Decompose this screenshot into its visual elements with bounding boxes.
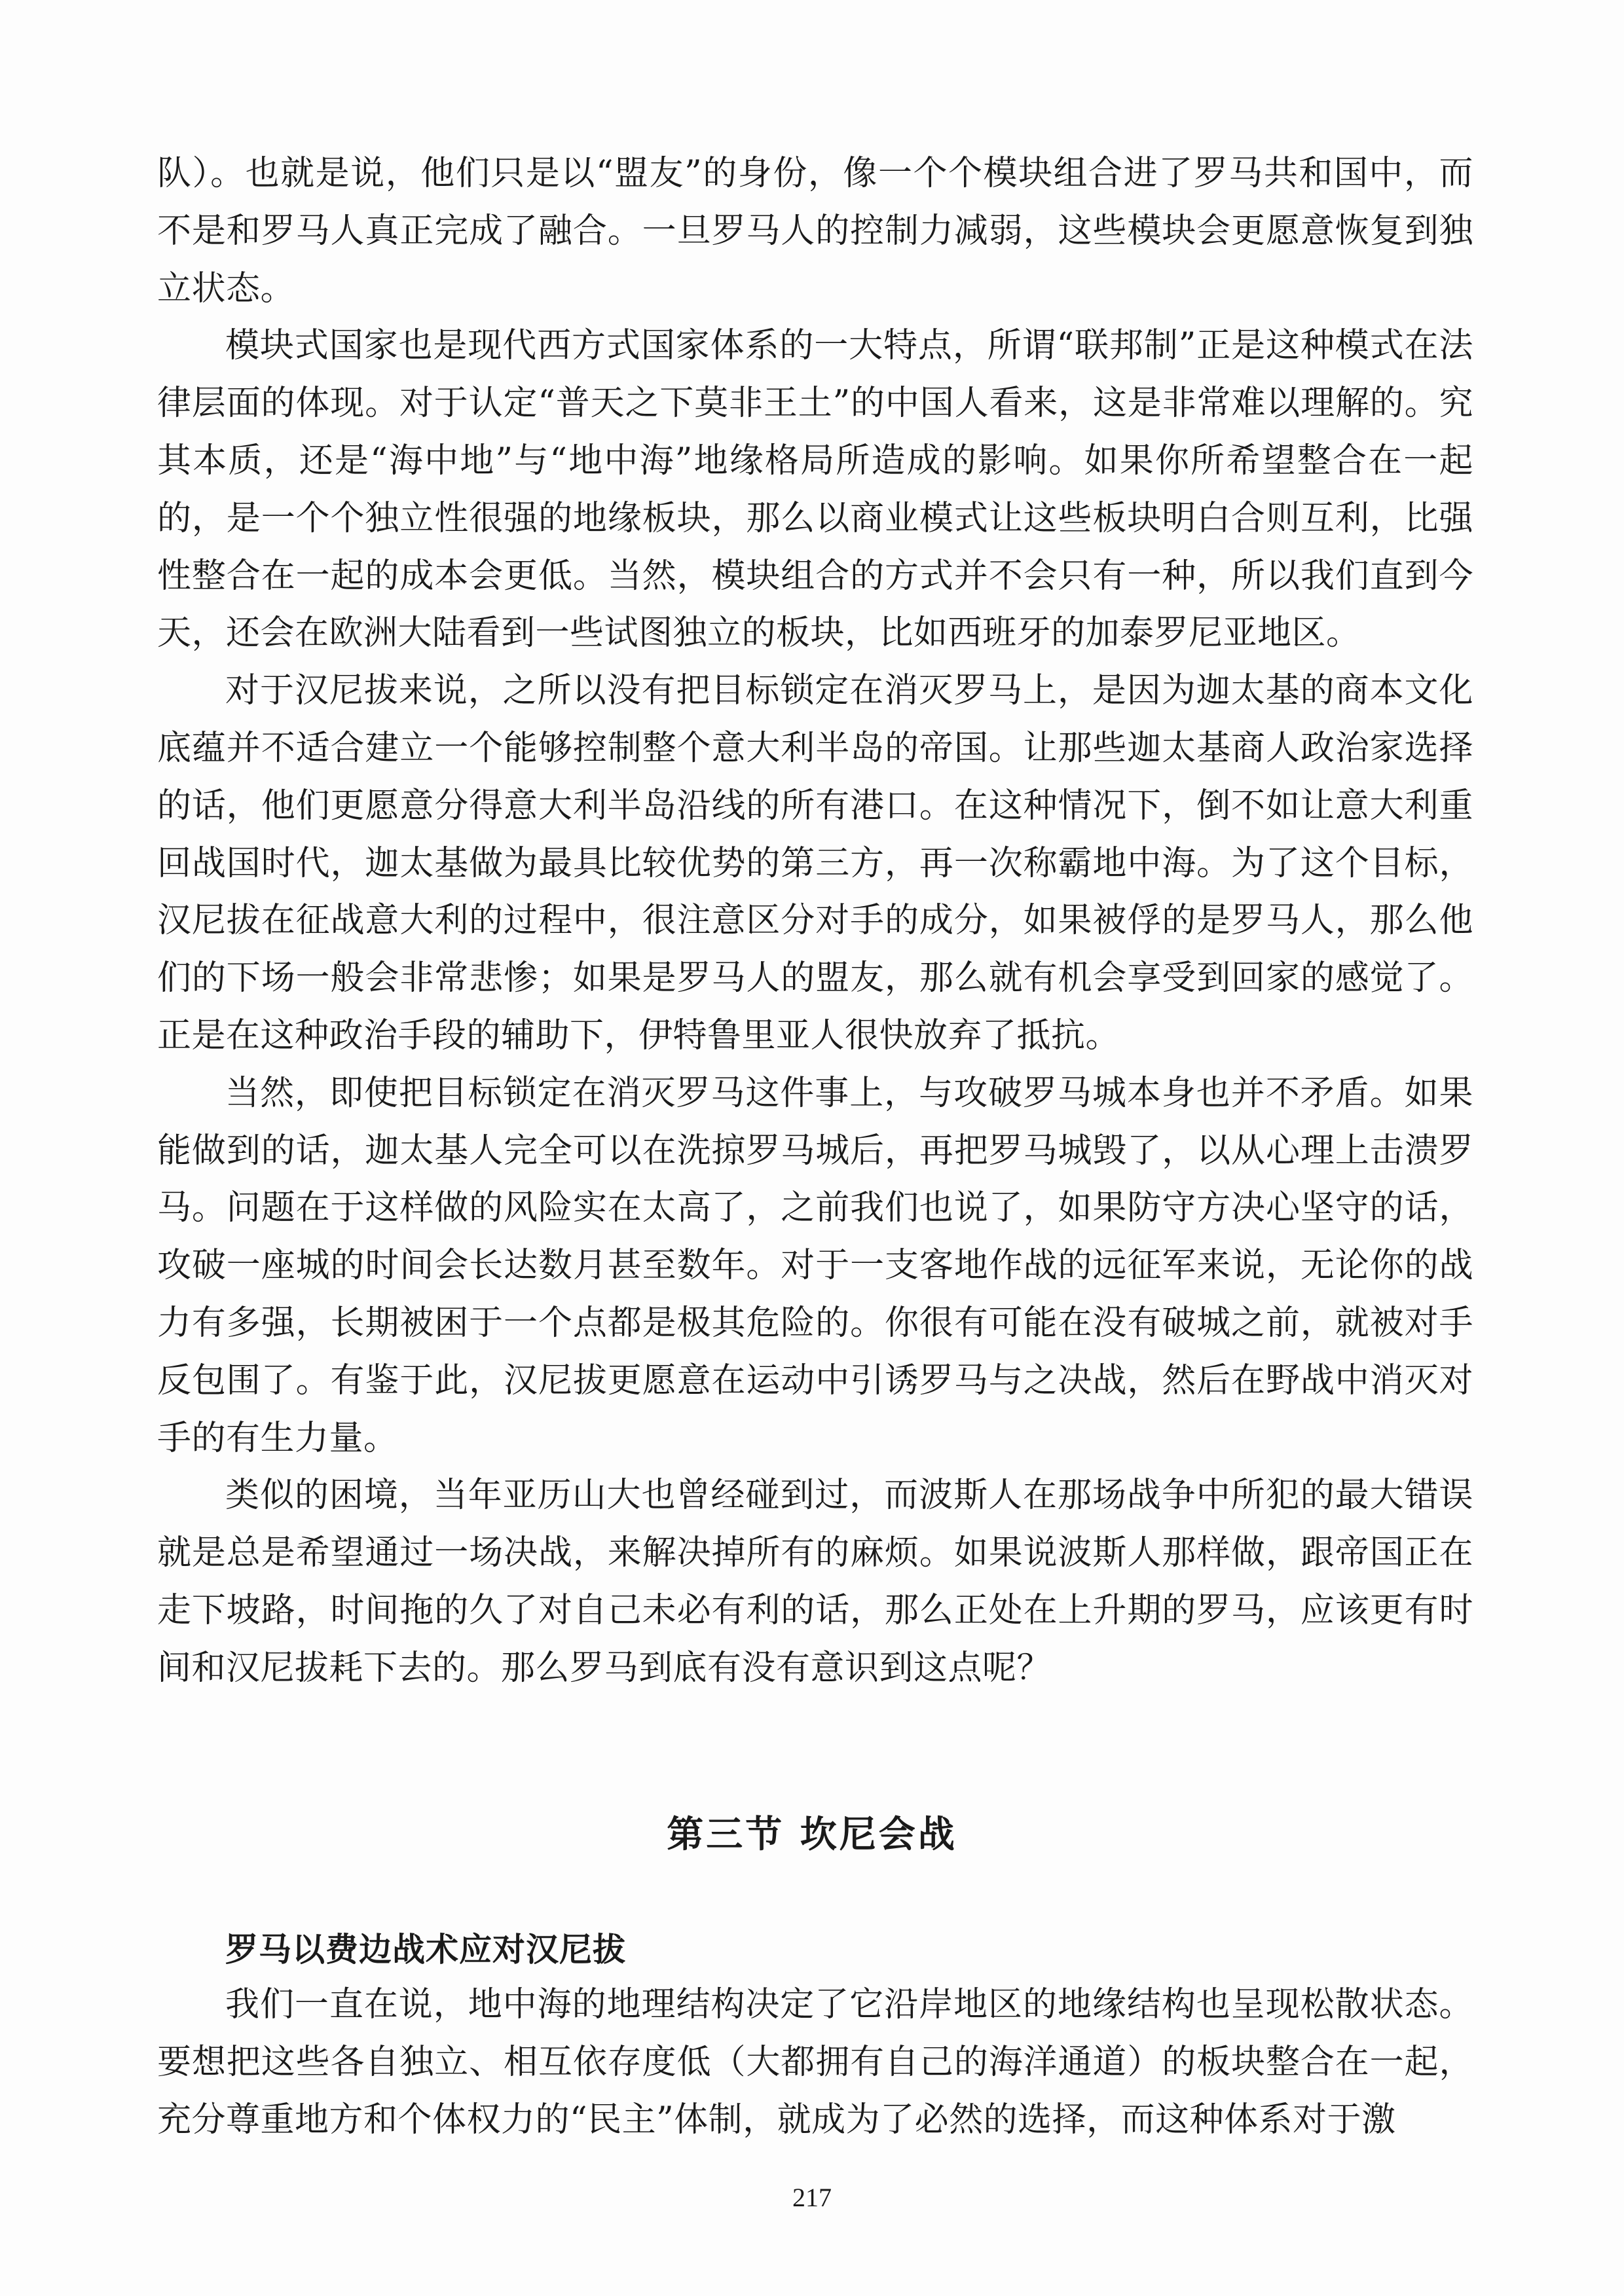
subsection-title: 罗马以费边战术应对汉尼拔 xyxy=(225,1931,626,1969)
body-text-top xyxy=(157,145,1473,1698)
paragraph-1: 队）。也就是说，他们只是以“盟友”的身份，像一个个模块组合进了罗马共和国中，而不是和罗马人真正完成了融合。一旦罗马人的控制力减弱，这些模块会更愿意恢复到独立状态。 xyxy=(157,154,1473,308)
paragraph-3: 对于汉尼拔来说，之所以没有把目标锁定在消灭罗马上，是因为迦太基的商本文化底蕴并不适合建立一个能够控制整个意大利半岛的帝国。让那些迦太基商人政治家选择的话，他们更愿意分得意大利半岛沿线的所有港口。在这种情况下，倒不如让意大利重回战国时代，迦太基做为最具比较优势的第三方，再一次称霸地中海。为了这个目标，汉尼拔在征战意大利的过程中，很注意区分对手的成分，如果被俘的是罗马人，那么他们的下场一般会非常悲惨；如果是罗马人的盟友，那么就有机会享受到回家的感觉了。正是在这种政治手段的辅助下，伊特鲁里亚人很快放弃了抵抗。 xyxy=(157,671,1473,1055)
paragraph-2: 模块式国家也是现代西方式国家体系的一大特点，所谓“联邦制”正是这种模式在法律层面的体现。对于认定“普天之下莫非王土”的中国人看来，这是非常难以理解的。究其本质，还是“海中地”与“地中海”地缘格局所造成的影响。如果你所希望整合在一起的，是一个个独立性很强的地缘板块，那么以商业模式让这些板块明白合则互利，比强性整合在一起的成本会更低。当然，模块组合的方式并不会只有一种，所以我们直到今天，还会在欧洲大陆看到一些试图独立的板块，比如西班牙的加泰罗尼亚地区。 xyxy=(157,326,1473,653)
body-text-bottom xyxy=(157,1977,1473,2149)
page-number: 217 xyxy=(792,2183,832,2212)
paragraph-5: 类似的困境，当年亚历山大也曾经碰到过，而波斯人在那场战争中所犯的最大错误就是总是希望通过一场决战，来解决掉所有的麻烦。如果说波斯人那样做，跟帝国正在走下坡路，时间拖的久了对自己未必有利的话，那么正处在上升期的罗马，应该更有时间和汉尼拔耗下去的。那么罗马到底有没有意识到这点呢？ xyxy=(157,1476,1473,1688)
paragraph-4: 当然，即使把目标锁定在消灭罗马这件事上，与攻破罗马城本身也并不矛盾。如果能做到的话，迦太基人完全可以在洗掠罗马城后，再把罗马城毁了，以从心理上击溃罗马。问题在于这样做的风险实在太高了，之前我们也说了，如果防守方决心坚守的话，攻破一座城的时间会长达数月甚至数年。对于一支客地作战的远征军来说，无论你的战力有多强，长期被困于一个点都是极其危险的。你很有可能在没有破城之前，就被对手反包围了。有鉴于此，汉尼拔更愿意在运动中引诱罗马与之决战，然后在野战中消灭对手的有生力量。 xyxy=(157,1073,1473,1458)
paragraph-6: 我们一直在说，地中海的地理结构决定了它沿岸地区的地缘结构也呈现松散状态。要想把这些各自独立、相互依存度低（大都拥有自己的海洋通道）的板块整合在一起，充分尊重地方和个体权力的“民主”体制，就成为了必然的选择，而这种体系对于激 xyxy=(157,1985,1473,2140)
section-title: 第三节 坎尼会战 xyxy=(667,1813,957,1856)
